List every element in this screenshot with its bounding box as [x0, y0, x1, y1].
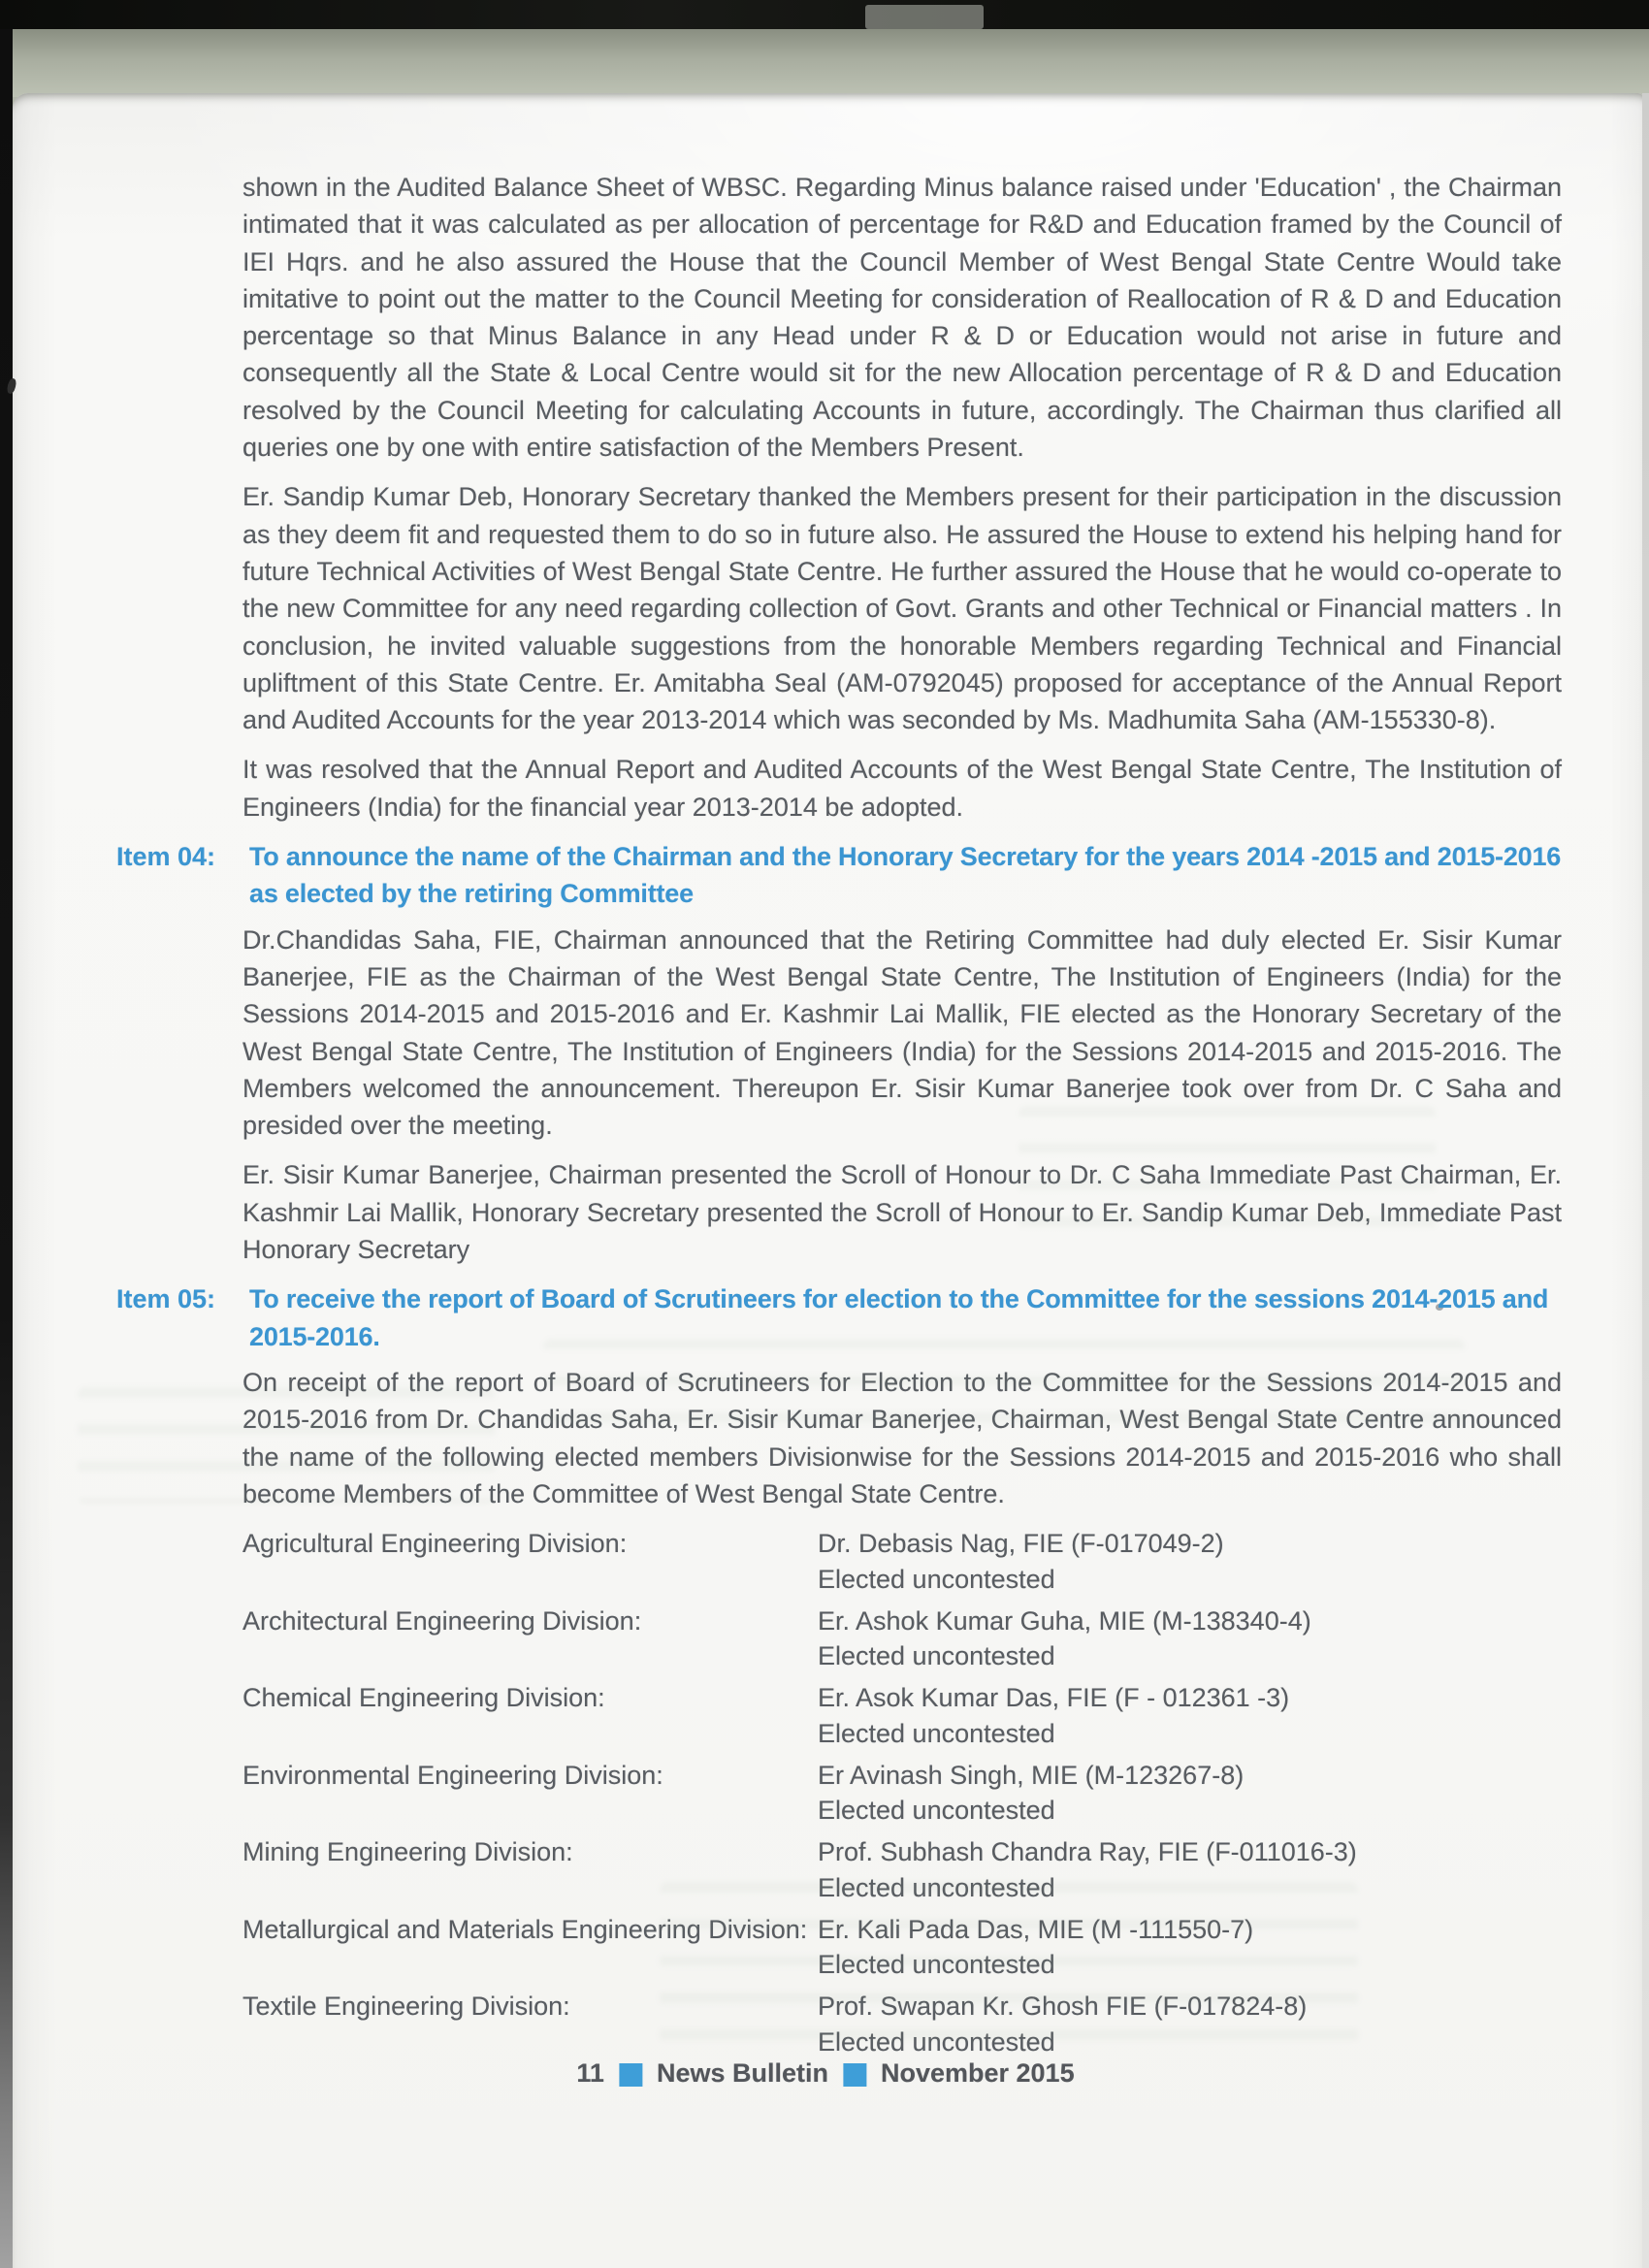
bleed-through	[660, 1882, 1358, 2047]
paragraph: Er. Sandip Kumar Deb, Honorary Secretary thanked the Members present for their participation in the discussion as they deem fit and requested them to do so in future also. He assured the House to extend his helping hand for future Technical Activities of West Bengal State Centre. He further assured the House that he would co-operate to the new Committee for any need regarding collection of Govt. Grants and other Technical or Financial matters . In conclusion, he invited valuable suggestions from the honorable Members regarding Technical and Financial upliftment of this State Centre. Er. Amitabha Seal (AM-0792045) proposed for acceptance of the Annual Report and Audited Accounts for the year 2013-2014 which was seconded by Ms. Madhumita Saha (AM-155330-8).	[242, 482, 1562, 735]
page-body	[116, 93, 1562, 2059]
election-status: Elected uncontested	[818, 1564, 1055, 1594]
elected-member: Prof. Subhash Chandra Ray, FIE (F-011016-3)	[818, 1837, 1357, 1867]
division-label: Chemical Engineering Division:	[242, 1683, 605, 1713]
bulletin-title: News Bulletin	[656, 2058, 828, 2088]
paragraph: Dr.Chandidas Saha, FIE, Chairman announced that the Retiring Committee had duly elected Er. Sisir Kumar Banerjee, FIE as the Chairman of the West Bengal State Centre, The Institution of Engineers (India) for the Sessions 2014-2015 and 2015-2016 and Er. Kashmir Lai Mallik, FIE elected as the Honorary Secretary of the West Bengal State Centre, The Institution of Engineers (India) for the Sessions 2014-2015 and 2015-2016. The Members welcomed the announcement. Thereupon Er. Sisir Kumar Banerjee took over from Dr. C Saha and presided over the meeting.	[242, 924, 1562, 1141]
paragraph: Er. Sisir Kumar Banerjee, Chairman presented the Scroll of Honour to Dr. C Saha Immediate Past Chairman, Er. Kashmir Lai Mallik, Honorary Secretary presented the Scroll of Honour to Er. Sandip Kumar Deb, Immediate Past Honorary Secretary	[242, 1160, 1562, 1265]
election-status: Elected uncontested	[818, 2026, 1055, 2057]
scanner-lid-band	[0, 27, 1649, 97]
election-row	[242, 1603, 1562, 1674]
elected-member: Er. Ashok Kumar Guha, MIE (M-138340-4)	[818, 1605, 1311, 1636]
election-status: Elected uncontested	[818, 1872, 1055, 1902]
item-04-heading: To announce the name of the Chairman and the Honorary Secretary for the years 2014 -2015 and 2015-2016 as elected by the retiring Committee	[249, 842, 1562, 909]
election-row	[242, 1757, 1562, 1829]
division-label: Environmental Engineering Division:	[242, 1760, 663, 1790]
elected-member: Er. Kali Pada Das, MIE (M -111550-7)	[818, 1914, 1254, 1944]
election-status: Elected uncontested	[818, 1950, 1055, 1980]
page-footer	[576, 2058, 1074, 2089]
bleed-through	[543, 1339, 1465, 1445]
division-label: Textile Engineering Division:	[242, 1992, 570, 2022]
elected-member: Dr. Debasis Nag, FIE (F-017049-2)	[818, 1529, 1224, 1559]
paragraph: On receipt of the report of Board of Scrutineers for Election to the Committee for the Sessions 2014-2015 and 2015-2016 from Dr. Chandidas Saha, Er. Sisir Kumar Banerjee, Chairman, West Bengal State Centre announced the name of the following elected members Divisionwise for the Sessions 2014-2015 and 2015-2016 who shall become Members of the Committee of West Bengal State Centre.	[242, 1367, 1562, 1508]
election-status: Elected uncontested	[818, 1796, 1055, 1826]
scan-edge-right	[1642, 93, 1649, 2268]
paragraph: It was resolved that the Annual Report and Audited Accounts of the West Bengal State Centre, The Institution of Engineers (India) for the financial year 2013-2014 be adopted.	[242, 755, 1562, 822]
division-label: Architectural Engineering Division:	[242, 1605, 642, 1636]
item-05-heading: To receive the report of Board of Scrutineers for election to the Committee for the sessions 2014-2015 and 2015-2016.	[249, 1284, 1549, 1351]
issue-date: November 2015	[880, 2058, 1075, 2088]
item-05-label: Item 05:	[116, 1284, 216, 1314]
footer-square-icon	[619, 2063, 642, 2087]
election-row	[242, 1679, 1562, 1751]
elected-member: Er Avinash Singh, MIE (M-123267-8)	[818, 1760, 1245, 1790]
item-04-label: Item 04:	[116, 842, 216, 872]
document-page	[13, 93, 1643, 2268]
paragraph: shown in the Audited Balance Sheet of WBSC. Regarding Minus balance raised under 'Education' , the Chairman intimated that it was calculated as per allocation of percentage for R&D and Education framed by the Council of IEI Hqrs. and he also assured the House that the Council Member of West Bengal State Centre Would take imitative to point out the matter to the Council Meeting for consideration of Reallocation of R & D and Education percentage so that Minus Balance in any Head under R & D or Education would not arise in future and consequently all the State & Local Centre would sit for the new Allocation percentage of R & D and Education resolved by the Council Meeting for calculating Accounts in future, accordingly. The Chairman thus clarified all queries one by one with entire satisfaction of the Members Present.	[242, 173, 1562, 463]
elected-member: Prof. Swapan Kr. Ghosh FIE (F-017824-8)	[818, 1992, 1308, 2022]
footer-square-icon	[843, 2063, 866, 2087]
scan-edge-top	[0, 0, 1649, 29]
scan-edge-notch	[865, 5, 984, 29]
scan-edge-left	[0, 0, 13, 2268]
division-label: Mining Engineering Division:	[242, 1837, 573, 1867]
bleed-through	[78, 1387, 495, 1504]
page-number: 11	[576, 2058, 604, 2088]
election-status: Elected uncontested	[818, 1718, 1055, 1748]
bleed-through	[1018, 1106, 1436, 1232]
election-row	[242, 1525, 1562, 1597]
agenda-item-04	[116, 838, 1562, 913]
division-label: Agricultural Engineering Division:	[242, 1529, 628, 1559]
elected-member: Er. Asok Kumar Das, FIE (F - 012361 -3)	[818, 1683, 1290, 1713]
election-status: Elected uncontested	[818, 1641, 1055, 1671]
division-label: Metallurgical and Materials Engineering Division:	[242, 1914, 808, 1944]
